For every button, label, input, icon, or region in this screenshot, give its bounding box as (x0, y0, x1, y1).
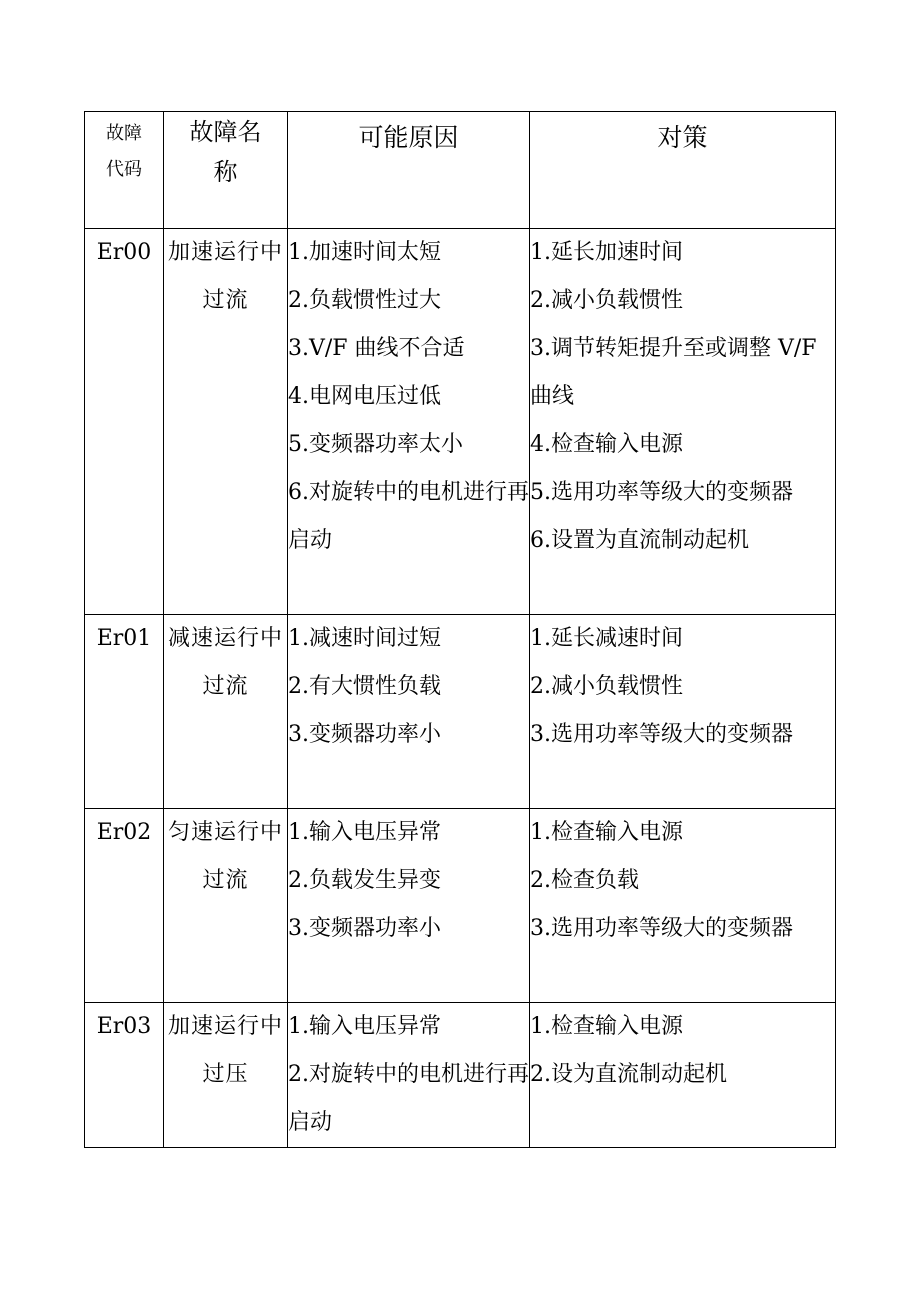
fault-code-table (84, 111, 836, 1148)
solution-item: 6.设置为直流制动起机 (530, 528, 749, 553)
table-header-row (85, 112, 836, 229)
possible-causes-cell (288, 229, 530, 615)
cause-item: 1.减速时间过短 (288, 626, 441, 651)
fault-code-cell (85, 1003, 164, 1148)
header-fault-name-line-2: 称 (213, 158, 238, 186)
fault-name: 匀速运行中过流 (164, 809, 288, 1003)
cause-item: 1.加速时间太短 (288, 240, 441, 265)
fault-name: 加速运行中过流 (164, 229, 288, 615)
fault-name: 加速运行中过压 (164, 1003, 288, 1148)
cause-item: 1.输入电压异常 (288, 1014, 441, 1039)
solution-item: 1.延长减速时间 (530, 626, 683, 651)
solution-item: 1.检查输入电源 (530, 820, 683, 845)
fault-code-cell (85, 615, 164, 809)
solution-item: 2.设为直流制动起机 (530, 1062, 727, 1087)
solutions-cell (530, 1003, 836, 1148)
solution-item: 3.调节转矩提升至或调整 V/F 曲线 (530, 336, 817, 409)
fault-code-cell (85, 229, 164, 615)
header-fault-name (164, 112, 288, 229)
solutions-cell (530, 615, 836, 809)
header-possible-cause: 可能原因 (288, 112, 530, 229)
possible-causes-cell (288, 1003, 530, 1148)
cause-item: 2.负载惯性过大 (288, 288, 441, 313)
cause-item: 3.变频器功率小 (288, 722, 441, 747)
solutions-cell (530, 809, 836, 1003)
solution-item: 2.减小负载惯性 (530, 674, 683, 699)
fault-code: Er01 (96, 626, 152, 651)
fault-code-cell (85, 809, 164, 1003)
solution-item: 2.减小负载惯性 (530, 288, 683, 313)
cause-item: 3.V/F 曲线不合适 (288, 336, 465, 361)
solution-item: 1.检查输入电源 (530, 1014, 683, 1039)
solution-item: 3.选用功率等级大的变频器 (530, 916, 793, 941)
header-fault-code-line-2: 代码 (106, 159, 142, 180)
table-row (85, 229, 836, 615)
fault-code: Er02 (96, 820, 152, 845)
solutions-cell (530, 229, 836, 615)
cause-item: 5.变频器功率太小 (288, 432, 463, 457)
fault-code: Er00 (96, 240, 152, 265)
possible-causes-cell (288, 615, 530, 809)
cause-item: 6.对旋转中的电机进行再启动 (288, 480, 529, 553)
header-solution: 对策 (530, 112, 836, 229)
header-fault-name-line-1: 故障名 (189, 118, 262, 146)
solution-item: 4.检查输入电源 (530, 432, 683, 457)
cause-item: 1.输入电压异常 (288, 820, 441, 845)
cause-item: 4.电网电压过低 (288, 384, 441, 409)
cause-item: 2.有大惯性负载 (288, 674, 441, 699)
fault-code: Er03 (96, 1014, 152, 1039)
possible-causes-cell (288, 809, 530, 1003)
header-fault-code (85, 112, 164, 229)
cause-item: 2.对旋转中的电机进行再启动 (288, 1062, 529, 1135)
cause-item: 2.负载发生异变 (288, 868, 441, 893)
fault-name: 减速运行中过流 (164, 615, 288, 809)
table-row (85, 615, 836, 809)
solution-item: 1.延长加速时间 (530, 240, 683, 265)
solution-item: 2.检查负载 (530, 868, 639, 893)
table-row (85, 1003, 836, 1148)
solution-item: 5.选用功率等级大的变频器 (530, 480, 793, 505)
cause-item: 3.变频器功率小 (288, 916, 441, 941)
solution-item: 3.选用功率等级大的变频器 (530, 722, 793, 747)
header-fault-code-line-1: 故障 (106, 123, 142, 144)
table-body (85, 229, 836, 1148)
table-row (85, 809, 836, 1003)
